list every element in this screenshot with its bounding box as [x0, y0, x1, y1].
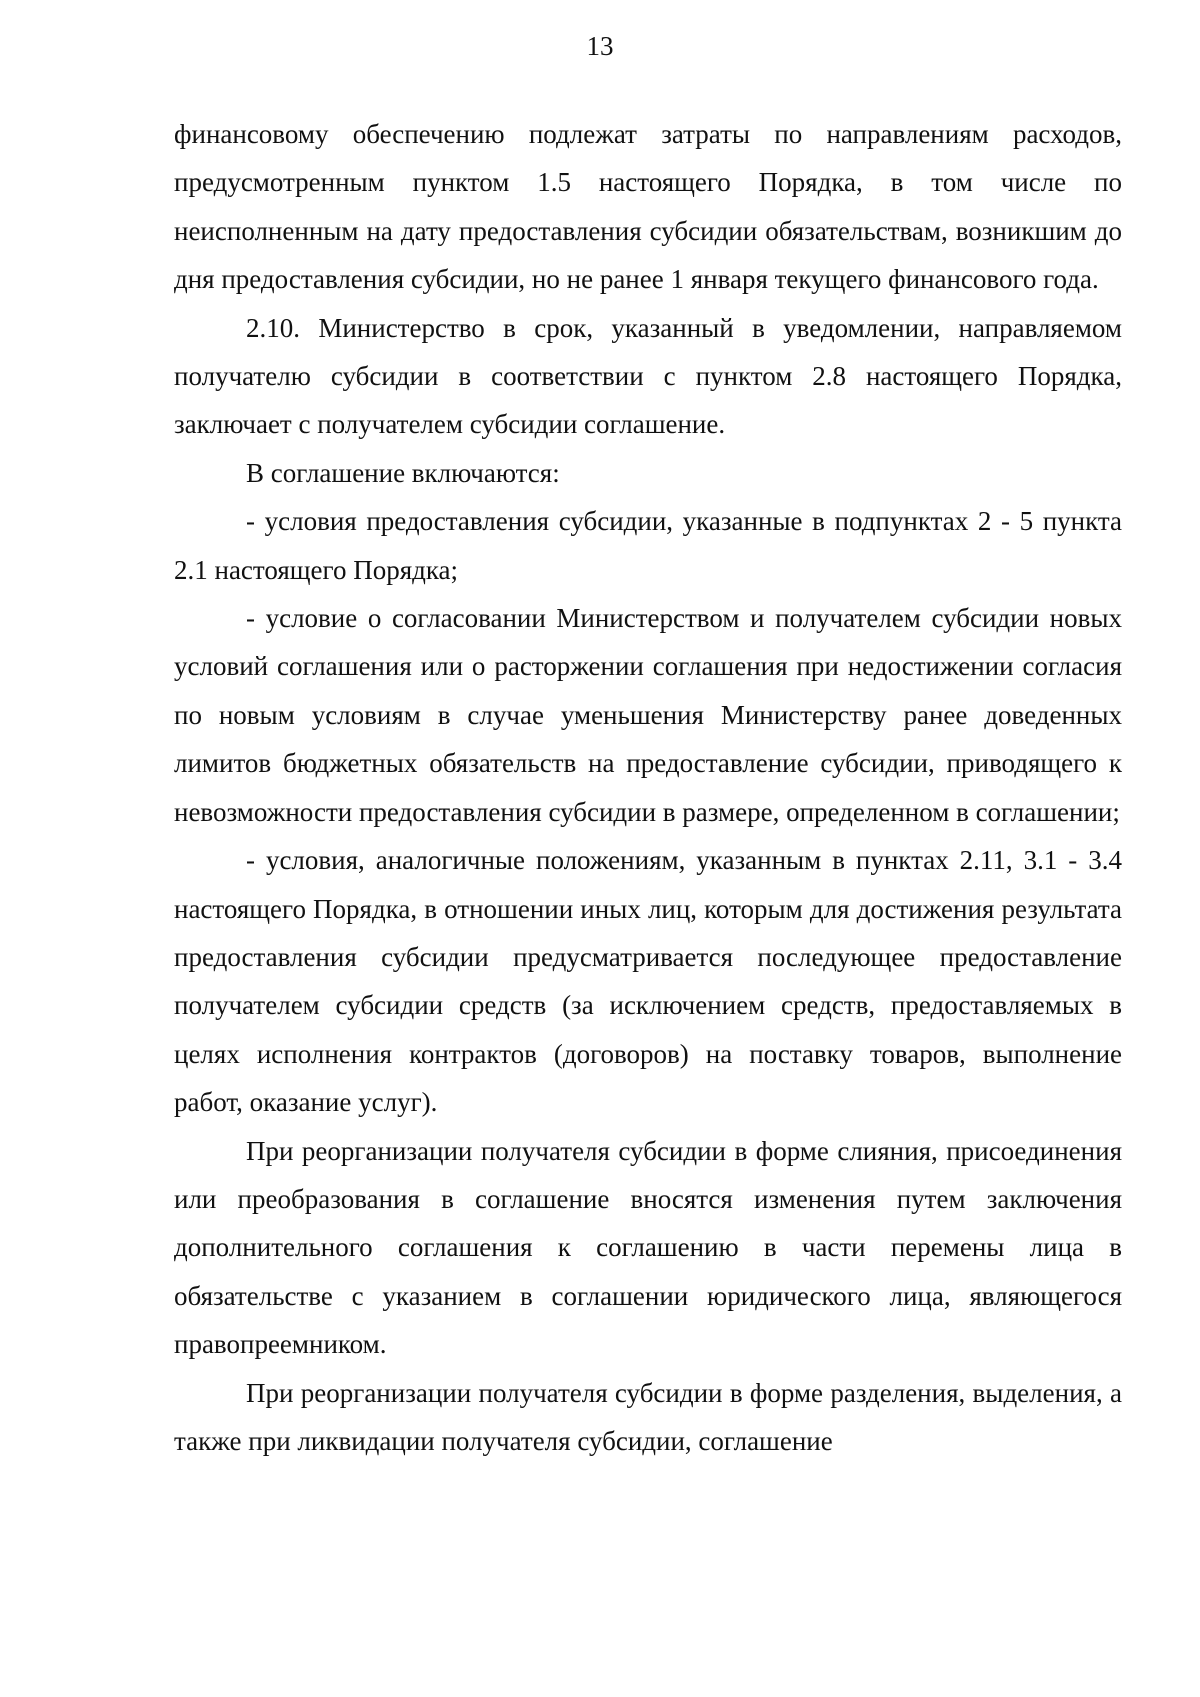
document-body	[174, 110, 1122, 1465]
paragraph-agreement-intro: В соглашение включаются:	[246, 457, 560, 488]
list-item-approval-condition: - условие о согласовании Министерством и получателем субсидии новых условий соглашения или о расторжении соглашения при недостижении согласия по новым условиям в случае уменьшения Министерству ранее доведенных лимитов бюджетных обязательств на предоставление субсидии, приводящего к невозможности предоставления субсидии в размере, определенном в соглашении;	[174, 603, 1122, 827]
paragraph-reorganization-merger: При реорганизации получателя субсидии в форме слияния, присоединения или преобразования в соглашение вносятся изменения путем заключения дополнительного соглашения к соглашению в части перемены лица в обязательстве с указанием в соглашении юридического лица, являющегося правопреемником.	[174, 1135, 1122, 1360]
paragraph-clause-2-10: 2.10. Министерство в срок, указанный в уведомлении, направляемом получателю субсидии в соответствии с пунктом 2.8 настоящего Порядка, заключает с получателем субсидии соглашение.	[174, 312, 1122, 440]
paragraph-continuation: финансовому обеспечению подлежат затраты по направлениям расходов, предусмотренным пунктом 1.5 настоящего Порядка, в том числе по неисполненным на дату предоставления субсидии обязательствам, возникшим до дня предоставления субсидии, но не ранее 1 января текущего финансового года.	[174, 119, 1122, 295]
paragraph-reorganization-division: При реорганизации получателя субсидии в форме разделения, выделения, а также при ликвидации получателя субсидии, соглашение	[174, 1377, 1122, 1456]
list-item-similar-conditions: - условия, аналогичные положениям, указанным в пунктах 2.11, 3.1 - 3.4 настоящего Порядка, в отношении иных лиц, которым для достижения результата предоставления субсидии предусматривается последующее предоставление получателем субсидии средств (за исключением средств, предоставляемых в целях исполнения контрактов (договоров) на поставку товаров, выполнение работ, оказание услуг).	[174, 845, 1122, 1118]
list-item-conditions: - условия предоставления субсидии, указанные в подпунктах 2 - 5 пункта 2.1 настоящего Порядка;	[174, 506, 1122, 585]
page-number: 13	[586, 31, 614, 61]
